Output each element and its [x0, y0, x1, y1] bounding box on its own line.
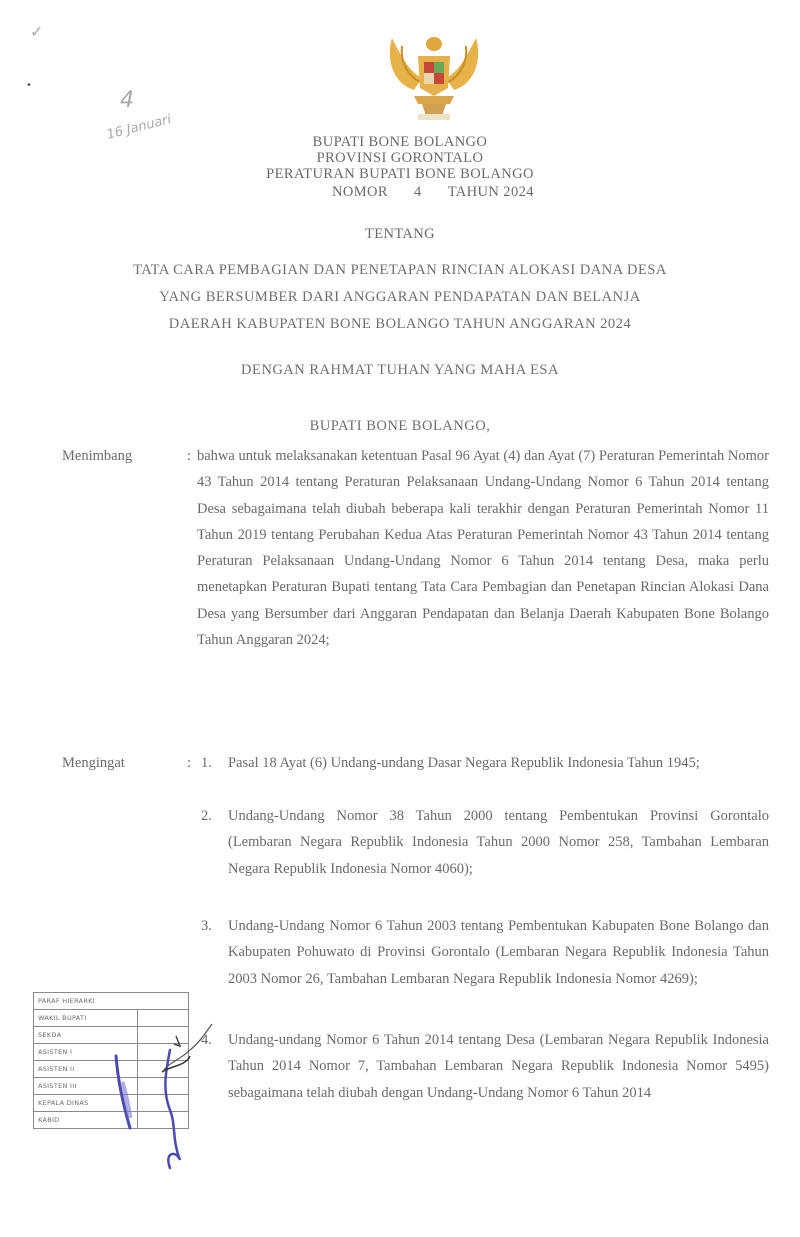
- mengingat-item-text: Undang-Undang Nomor 38 Tahun 2000 tentang Pembentukan Provinsi Gorontalo (Lembaran Negara Republik Indonesia Tahun 2000 Nomor 258, Tambahan Lembaran Negara Republik Indonesia Nomor 4060);: [228, 808, 769, 877]
- regulation-subject-line-1: TATA CARA PEMBAGIAN DAN PENETAPAN RINCIAN ALOKASI DANA DESA: [133, 262, 667, 278]
- regulation-subject-line-2: YANG BERSUMBER DARI ANGGARAN PENDAPATAN DAN BELANJA: [159, 289, 641, 305]
- handwritten-signature-icon: [30, 1010, 230, 1170]
- tahun-label: TAHUN 2024: [447, 184, 534, 200]
- tentang-label: TENTANG: [364, 226, 436, 242]
- paraf-role: SEKDA: [34, 1027, 138, 1044]
- regulation-subject-line-3: DAERAH KABUPATEN BONE BOLANGO TAHUN ANGGARAN 2024: [168, 316, 632, 332]
- issuer: BUPATI BONE BOLANGO,: [309, 418, 491, 434]
- handwritten-check-mark: ✓: [30, 22, 44, 41]
- mengingat-item-number: 1.: [201, 755, 212, 771]
- nomor-value: 4: [414, 184, 422, 200]
- menimbang-label: Menimbang: [62, 448, 133, 464]
- paraf-role: ASISTEN III: [34, 1078, 138, 1095]
- mengingat-separator: :: [187, 755, 192, 771]
- paraf-header: PARAF HIERARKI: [34, 993, 189, 1010]
- mengingat-item-number: 3.: [201, 918, 212, 934]
- header-regent-title: BUPATI BONE BOLANGO: [312, 134, 488, 150]
- header-number-year: [332, 184, 592, 200]
- table-row: [34, 993, 189, 1010]
- paraf-role: ASISTEN I: [34, 1044, 138, 1061]
- menimbang-separator: :: [187, 448, 192, 464]
- paraf-role: WAKIL BUPATI: [34, 1010, 138, 1027]
- paraf-role: KEPALA DINAS: [34, 1095, 138, 1112]
- handwritten-dot: •: [26, 80, 32, 91]
- mengingat-label: Mengingat: [62, 755, 125, 771]
- garuda-emblem-icon: [384, 28, 484, 124]
- paraf-role: ASISTEN II: [34, 1061, 138, 1078]
- handwritten-date-note: 16 Januari: [105, 112, 173, 143]
- mengingat-item-text: Undang-Undang Nomor 6 Tahun 2003 tentang Pembentukan Kabupaten Bone Bolango dan Kabupaten Pohuwato di Provinsi Gorontalo (Lembaran Negara Republik Indonesia Tahun 2003 Nomor 26, Tambahan Lembaran Negara Republik Indonesia Nomor 4269);: [228, 918, 769, 987]
- invocation: DENGAN RAHMAT TUHAN YANG MAHA ESA: [241, 362, 559, 378]
- nomor-label: NOMOR: [332, 184, 388, 200]
- mengingat-item-text: Undang-undang Nomor 6 Tahun 2014 tentang Desa (Lembaran Negara Republik Indonesia Tahun 2014 Nomor 7, Tambahan Lembaran Negara Republik Indonesia Nomor 5495) sebagaimana telah diubah dengan Undang-Undang Nomor 6 Tahun 2014: [228, 1032, 769, 1101]
- mengingat-item-number: 4.: [201, 1032, 212, 1048]
- paraf-role: KABID: [34, 1112, 138, 1129]
- mengingat-item-number: 2.: [201, 808, 212, 824]
- header-regulation-title: PERATURAN BUPATI BONE BOLANGO: [266, 166, 534, 182]
- header-province: PROVINSI GORONTALO: [316, 150, 484, 166]
- handwritten-number: 4: [120, 88, 134, 113]
- mengingat-item-text: Pasal 18 Ayat (6) Undang-undang Dasar Negara Republik Indonesia Tahun 1945;: [228, 755, 700, 771]
- menimbang-text: bahwa untuk melaksanakan ketentuan Pasal 96 Ayat (4) dan Ayat (7) Peraturan Pemerintah Nomor 43 Tahun 2014 tentang Peraturan Pelaksanaan Undang-Undang Nomor 6 Tahun 2014 tentang Desa sebagaimana telah diubah beberapa kali terakhir dengan Peraturan Pemerintah Nomor 11 Tahun 2019 tentang Perubahan Kedua Atas Peraturan Pemerintah Nomor 43 Tahun 2014 tentang Peraturan Pelaksanaan Undang-Undang Nomor 6 Tahun 2014 tentang Desa, maka perlu menetapkan Peraturan Bupati tentang Tata Cara Pembagian dan Penetapan Rincian Alokasi Dana Desa yang Bersumber dari Anggaran Pendapatan dan Belanja Daerah Kabupaten Bone Bolango Tahun Anggaran 2024;: [197, 448, 769, 649]
